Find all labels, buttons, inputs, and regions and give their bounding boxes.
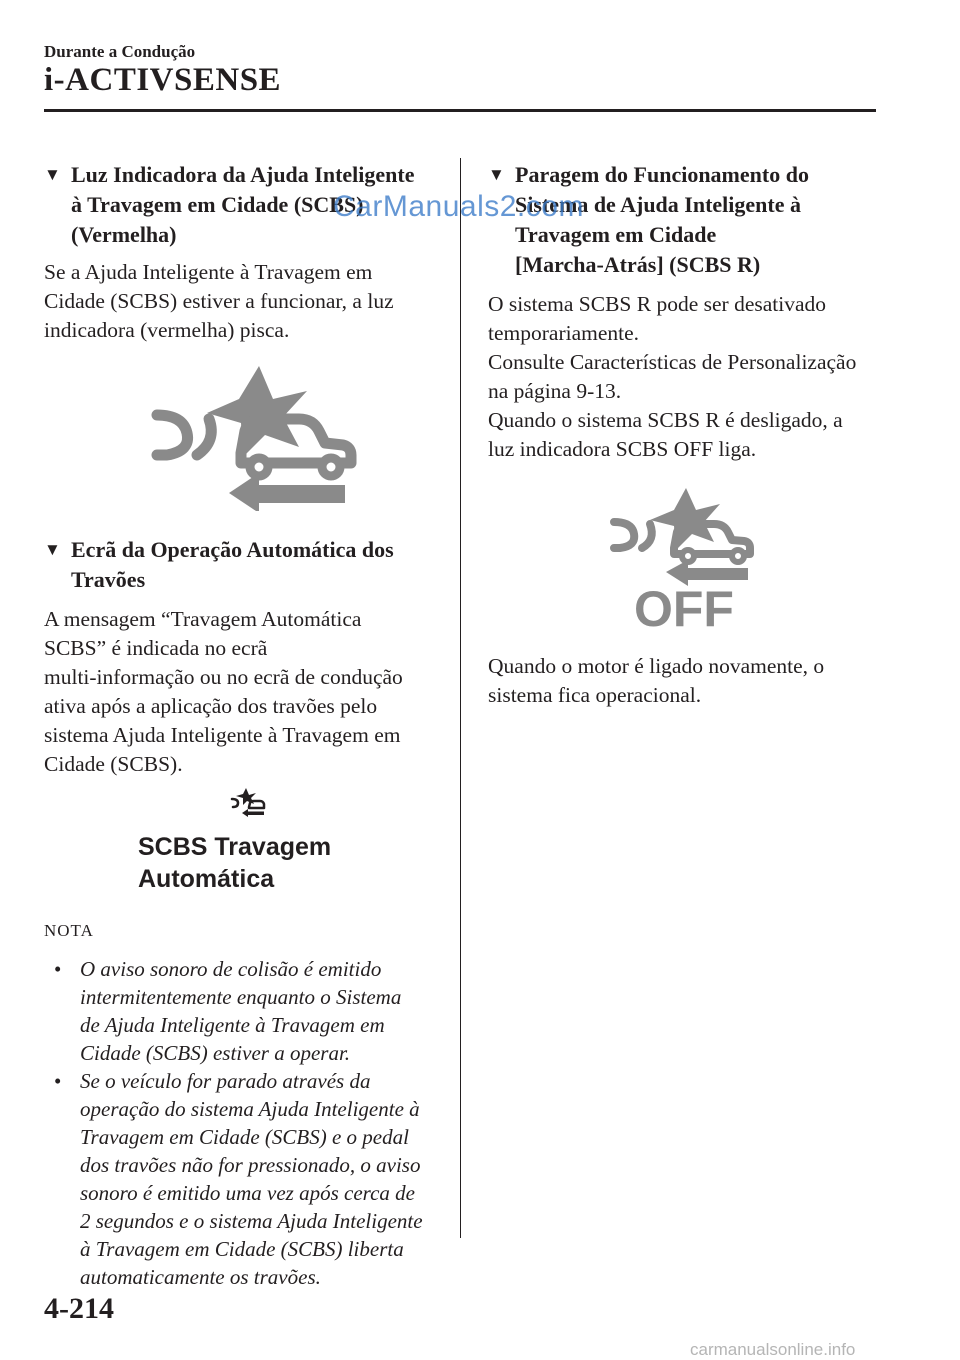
body-line: O sistema SCBS R pode ser desativado (488, 292, 827, 316)
chapter-title: i-ACTIVSENSE (44, 62, 282, 98)
note-line: sonoro é emitido uma vez após cerca de (80, 1181, 415, 1205)
body-line: Consulte Características de Personalização (488, 350, 857, 374)
heading-triangle-icon: ▼ (44, 165, 61, 184)
heading-line: Sistema de Ajuda Inteligente à (515, 192, 801, 217)
body-line: multi-informação ou no ecrã de condução (44, 665, 403, 689)
display-message (138, 831, 444, 895)
note-line: Cidade (SCBS) estiver a operar. (80, 1041, 351, 1065)
body-line: ativa após a aplicação dos travões pelo (44, 694, 378, 718)
note-line: de Ajuda Inteligente à Travagem em (80, 1013, 385, 1037)
body-line: Cidade (SCBS) estiver a funcionar, a luz (44, 289, 394, 313)
body-line: Quando o sistema SCBS R é desligado, a (488, 408, 843, 432)
heading-line: Ecrã da Operação Automática dos (71, 537, 394, 562)
section-body (44, 258, 444, 345)
watermark: CarManuals2.com (333, 190, 584, 223)
right-column (488, 160, 888, 710)
note-line: Se o veículo for parado através da (80, 1069, 371, 1093)
note-line: 2 segundos e o sistema Ajuda Inteligente (80, 1209, 423, 1233)
off-text: OFF (634, 581, 734, 634)
scbs-off-indicator-icon (606, 484, 766, 634)
note-list (44, 955, 444, 1291)
header-rule (44, 109, 876, 112)
note-line: intermitentemente enquanto o Sistema (80, 985, 402, 1009)
body-line: indicadora (vermelha) pisca. (44, 318, 290, 342)
heading-line: [Marcha-Atrás] (SCBS R) (515, 252, 761, 277)
heading-line: Travões (71, 567, 146, 592)
left-column (44, 160, 444, 1291)
section-body (44, 605, 444, 779)
note-line: automaticamente os travões. (80, 1265, 321, 1289)
note-item (44, 955, 444, 1067)
display-message-line: Automática (138, 865, 275, 893)
display-message-line: SCBS Travagem (138, 833, 332, 861)
body-line: luz indicadora SCBS OFF liga. (488, 437, 757, 461)
heading-line: Paragem do Funcionamento do (515, 162, 809, 187)
breadcrumb: Durante a Condução (44, 42, 196, 61)
section-body (488, 652, 888, 710)
body-line: sistema fica operacional. (488, 683, 702, 707)
body-line: SCBS” é indicada no ecrã (44, 636, 268, 660)
body-line: temporariamente. (488, 321, 640, 345)
body-line: sistema Ajuda Inteligente à Travagem em (44, 723, 401, 747)
scbs-red-indicator-icon (149, 361, 369, 511)
body-line: Cidade (SCBS). (44, 752, 183, 776)
bullet-icon: • (54, 1069, 62, 1093)
heading-triangle-icon: ▼ (44, 540, 61, 559)
section-heading-display (44, 535, 444, 595)
note-line: à Travagem em Cidade (SCBS) liberta (80, 1237, 404, 1261)
heading-line: (Vermelha) (71, 222, 177, 247)
bullet-icon: • (54, 957, 62, 981)
scbs-small-icon (230, 787, 266, 817)
heading-line: Travagem em Cidade (515, 222, 717, 247)
heading-triangle-icon: ▼ (488, 165, 505, 184)
note-item (44, 1067, 444, 1291)
note-line: Travagem em Cidade (SCBS) e o pedal (80, 1125, 409, 1149)
page-number: 4-214 (44, 1292, 114, 1325)
note-line: O aviso sonoro de colisão é emitido (80, 957, 382, 981)
column-divider (460, 158, 461, 1238)
footer-site-watermark: carmanualsonline.info (690, 1340, 856, 1359)
body-line: A mensagem “Travagem Automática (44, 607, 362, 631)
body-line: Se a Ajuda Inteligente à Travagem em (44, 260, 373, 284)
note-label: NOTA (44, 921, 94, 940)
note-line: dos travões não for pressionado, o aviso (80, 1153, 421, 1177)
section-body (488, 290, 888, 464)
heading-line: Luz Indicadora da Ajuda Inteligente (71, 162, 415, 187)
heading-line: à Travagem em Cidade (SCBS) (71, 192, 364, 217)
note-line: operação do sistema Ajuda Inteligente à (80, 1097, 420, 1121)
body-line: na página 9-13. (488, 379, 622, 403)
body-line: Quando o motor é ligado novamente, o (488, 654, 825, 678)
